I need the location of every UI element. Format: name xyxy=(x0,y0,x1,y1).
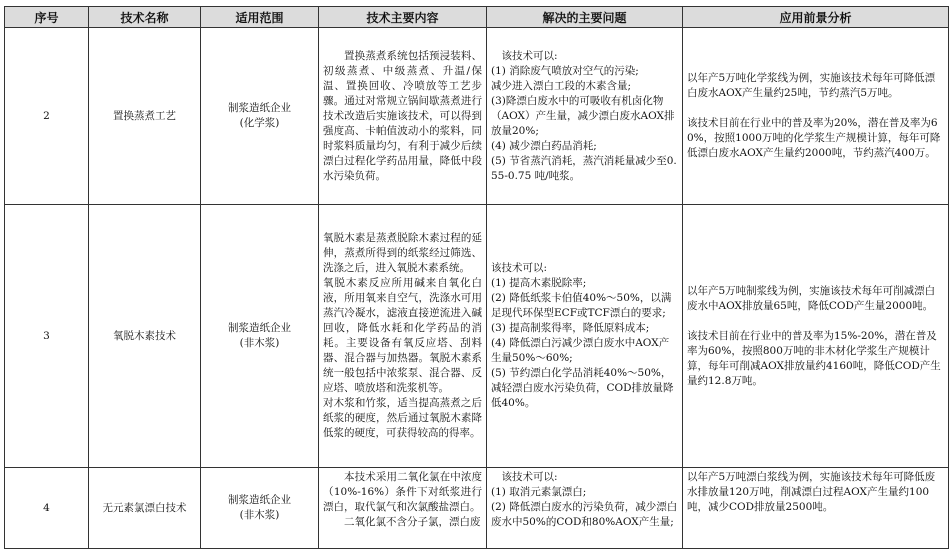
problem-line: (1) 取消元素氯漂白; xyxy=(491,486,587,498)
scope-line: 制浆造纸企业 xyxy=(228,494,291,506)
tech-name: 置换蒸煮工艺 xyxy=(89,28,201,205)
content-paragraph: 本技术采用二氧化氯在中浓度（10%-16%）条件下对纸浆进行漂白，取代氯气和次氯酸盐漂白。 xyxy=(323,471,482,513)
tech-name: 氧脱木素技术 xyxy=(89,205,201,468)
prospect-paragraph: 以年产5万吨制浆线为例，实施该技术每年可削减漂白废水中AOX排放量65吨，降低COD产生量2000吨。 xyxy=(687,284,936,312)
header-prospect: 应用前景分析 xyxy=(683,7,949,28)
problem-line: (5) 节省蒸汽消耗，蒸汽消耗量减少至0.55-0.75 吨/吨浆。 xyxy=(491,154,677,182)
technology-table xyxy=(4,6,949,549)
header-tech-name: 技术名称 xyxy=(89,7,201,28)
scope-line: (化学浆) xyxy=(239,117,280,129)
problem-line: 该技术可以: xyxy=(501,49,558,62)
scope-line: (非木浆) xyxy=(239,509,280,521)
content-cell xyxy=(319,205,487,468)
problem-line: (1) 提高木素脱除率; xyxy=(491,277,587,289)
scope-line: 制浆造纸企业 xyxy=(228,102,291,114)
table-row xyxy=(5,468,949,549)
row-number: 4 xyxy=(5,468,89,549)
tech-name: 无元素氯漂白技术 xyxy=(89,468,201,549)
problem-line: 该技术可以: xyxy=(491,262,548,274)
prospect-cell xyxy=(683,468,949,549)
content-paragraph: 氧脱木素反应所用碱来自氧化白液，所用氧来自空气，洗涤水可用蒸汽冷凝水，滤液直接逆流进入碱回收，降低水耗和化学药品的消耗。主要设备有氧反应塔、刮料器、混合器与加热器。氧脱木素系统一般包括中浓浆泵、混合器、反应塔、喷放塔和洗浆机等。 xyxy=(323,277,482,394)
row-number: 2 xyxy=(5,28,89,205)
header-number: 序号 xyxy=(5,7,89,28)
problem-line: 减少进入漂白工段的木素含量; xyxy=(491,79,632,92)
scope-cell xyxy=(201,205,319,468)
prospect-cell xyxy=(683,205,949,468)
table-row xyxy=(5,28,949,205)
scope-line: (非木浆) xyxy=(239,337,280,349)
problem-line: (3)降漂白废水中的可吸收有机卤化物（AOX）产生量，减少漂白废水AOX排放量20%; xyxy=(491,94,675,137)
scope-cell xyxy=(201,28,319,205)
content-paragraph: 二氧化氯不含分子氯，漂白废 xyxy=(344,516,481,528)
prospect-paragraph: 以年产5万吨化学浆线为例，实施该技术每年可降低漂白废水AOX产生量约25吨，节约蒸汽5万吨。 xyxy=(687,72,936,99)
problems-cell xyxy=(487,28,683,205)
row-number: 3 xyxy=(5,205,89,468)
content-cell xyxy=(319,28,487,205)
problem-line: (5) 节约漂白化学品消耗40%～50%，减轻漂白废水污染负荷，COD排放量降低40%。 xyxy=(491,367,674,409)
header-content: 技术主要内容 xyxy=(319,7,487,28)
content-paragraph: 对木浆和竹浆，适当提高蒸煮之后纸浆的硬度，然后通过氧脱木素降低浆的硬度，可获得较高的得率。 xyxy=(323,397,482,439)
header-problems: 解决的主要问题 xyxy=(487,7,683,28)
problem-line: (4) 降低漂白污减少漂白废水中AOX产生量50%～60%; xyxy=(491,337,670,364)
problems-cell xyxy=(487,205,683,468)
header-scope: 适用范围 xyxy=(201,7,319,28)
table-row xyxy=(5,205,949,468)
prospect-paragraph: 以年产5万吨漂白浆线为例，实施该技术每年可降低废水排放量120万吨，削减漂白过程AOX产生量约100吨，减少COD排放量2500吨。 xyxy=(687,471,936,513)
prospect-cell xyxy=(683,28,949,205)
content-paragraph: 置换蒸煮系统包括预浸装料、初级蒸煮、中级蒸煮、升温/保温、置换回收、冷喷放等工艺步骤。通过对常规立锅间歇蒸煮进行技术改造后实施该技术，可以得到强度高、卡帕值波动小的浆料，同时浆料质量均匀，有利于减少后续漂白过程化学药品用量，降低中段水污染负荷。 xyxy=(323,49,482,182)
content-cell xyxy=(319,468,487,549)
problem-line: 该技术可以: xyxy=(501,471,558,483)
problem-line: (4) 减少漂白药品消耗; xyxy=(491,139,597,152)
problem-line: (2) 降低纸浆卡伯值40%～50%，以满足现代环保型ECF或TCF漂白的要求; xyxy=(491,292,672,319)
problem-line: (2) 降低漂白废水的污染负荷，减少漂白废水中50%的COD和80%AOX产生量; xyxy=(491,501,678,528)
scope-cell xyxy=(201,468,319,549)
problem-line: (3) 提高制浆得率，降低原料成本; xyxy=(491,322,650,334)
content-paragraph: 氧脱木素是蒸煮脱除木素过程的延伸，蒸煮所得到的纸浆经过筛选、洗涤之后，进入氧脱木素系统。 xyxy=(323,232,482,274)
prospect-paragraph: 该技术目前在行业中的普及率为15%-20%，潜在普及率为60%，按照800万吨的非木材化学浆生产规模计算，每年可削减AOX排放量约4160吨，降低COD产生量约12.8万吨。 xyxy=(687,329,941,387)
prospect-paragraph: 该技术目前在行业中的普及率为20%，潜在普及率为60%，按照1000万吨的化学浆生产规模计算，每年可降低漂白废水AOX产生量约2000吨，节约蒸汽400万。 xyxy=(687,117,941,159)
scope-line: 制浆造纸企业 xyxy=(228,322,291,334)
problem-line: (1) 消除废气喷放对空气的污染; xyxy=(491,64,639,77)
header-row xyxy=(5,7,949,28)
problems-cell xyxy=(487,468,683,549)
